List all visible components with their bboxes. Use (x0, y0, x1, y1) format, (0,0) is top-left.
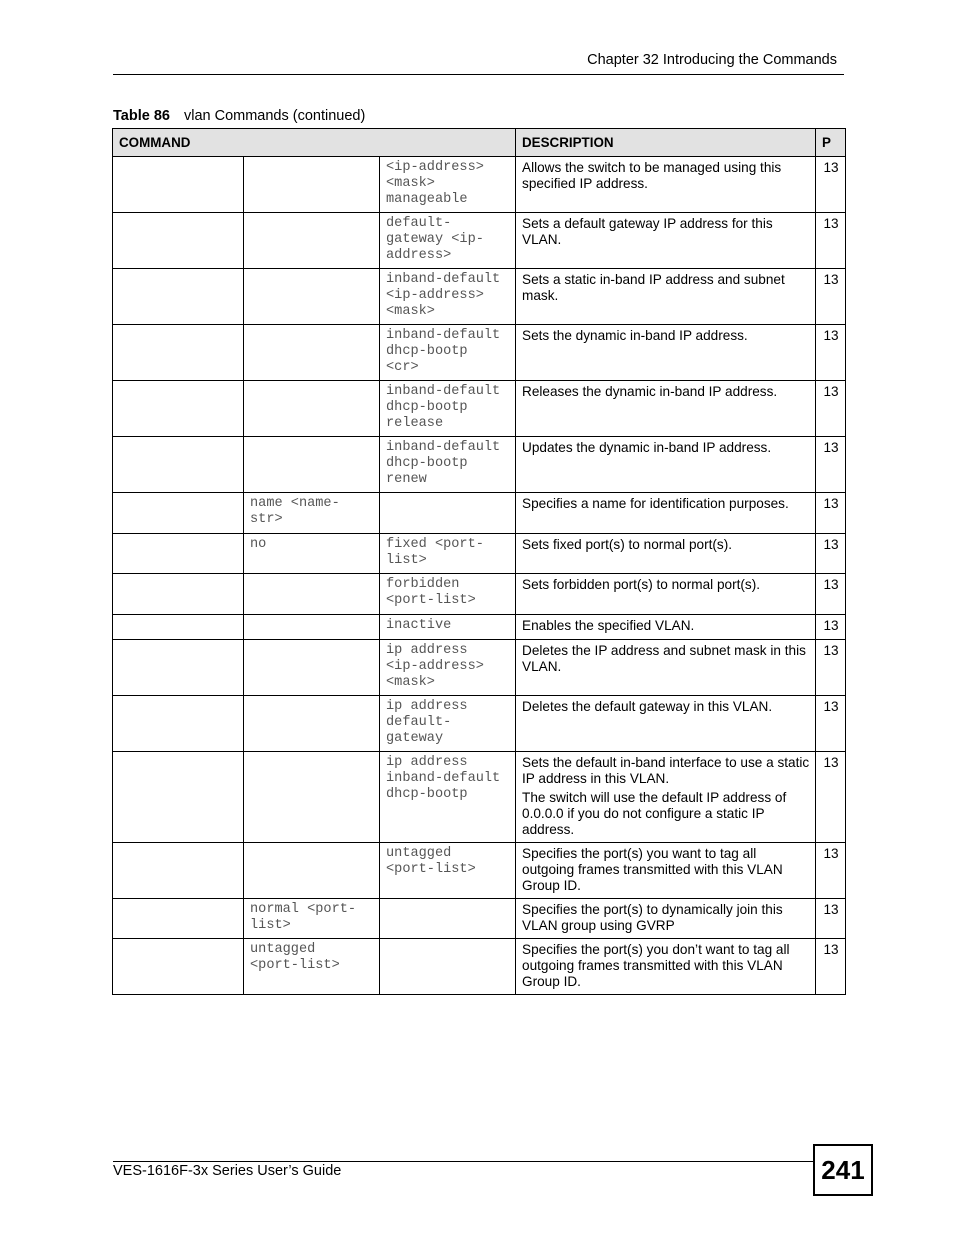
description-paragraph: The switch will use the default IP address of 0.0.0.0 if you do not configure a static IP address. (522, 790, 787, 837)
page-cell: 13 (816, 899, 846, 939)
command-cell-c3 (380, 939, 516, 995)
command-cell-c1 (113, 157, 244, 213)
command-cell-c2: no (244, 534, 380, 574)
command-cell-c2 (244, 752, 380, 843)
command-cell-c2 (244, 269, 380, 325)
page-cell: 13 (816, 213, 846, 269)
command-cell-c3: inband-default dhcp-bootp renew (380, 437, 516, 493)
command-cell-c1 (113, 640, 244, 696)
command-cell-c1 (113, 437, 244, 493)
table-row (113, 696, 846, 752)
table-caption (113, 108, 365, 124)
command-cell-c2: normal <port- list> (244, 899, 380, 939)
command-cell-c3: ip address inband-default dhcp-bootp (380, 752, 516, 843)
description-cell (516, 696, 816, 752)
command-cell-c2 (244, 696, 380, 752)
page-number: 241 (813, 1144, 873, 1196)
description-paragraph: Specifies the port(s) you don’t want to tag all outgoing frames transmitted with this VLAN Group ID. (522, 942, 790, 989)
table-header-row (113, 129, 846, 157)
command-cell-c1 (113, 899, 244, 939)
description-cell (516, 213, 816, 269)
description-paragraph: Sets a default gateway IP address for this VLAN. (522, 216, 773, 247)
table-row (113, 269, 846, 325)
command-cell-c3: fixed <port- list> (380, 534, 516, 574)
description-paragraph: Deletes the default gateway in this VLAN. (522, 699, 773, 714)
table-row (113, 899, 846, 939)
command-cell-c2 (244, 381, 380, 437)
page-cell: 13 (816, 574, 846, 615)
command-cell-c3: default- gateway <ip- address> (380, 213, 516, 269)
command-cell-c2: untagged <port-list> (244, 939, 380, 995)
command-cell-c1 (113, 381, 244, 437)
description-cell (516, 843, 816, 899)
page-cell: 13 (816, 493, 846, 534)
description-paragraph: Sets the dynamic in-band IP address. (522, 328, 748, 343)
command-cell-c1 (113, 574, 244, 615)
description-paragraph: Sets fixed port(s) to normal port(s). (522, 537, 733, 552)
command-cell-c2: name <name- str> (244, 493, 380, 534)
column-header-command: COMMAND (113, 129, 516, 157)
description-paragraph: Specifies a name for identification purposes. (522, 496, 789, 511)
table-row (113, 640, 846, 696)
description-paragraph: Sets a static in-band IP address and subnet mask. (522, 272, 785, 303)
command-cell-c1 (113, 493, 244, 534)
command-cell-c2 (244, 437, 380, 493)
description-cell (516, 939, 816, 995)
command-cell-c3: forbidden <port-list> (380, 574, 516, 615)
table-row (113, 574, 846, 615)
page-cell: 13 (816, 696, 846, 752)
description-paragraph: Updates the dynamic in-band IP address. (522, 440, 772, 455)
command-cell-c3: inactive (380, 615, 516, 640)
table-row (113, 752, 846, 843)
description-cell (516, 157, 816, 213)
command-cell-c3: inband-default dhcp-bootp release (380, 381, 516, 437)
command-cell-c1 (113, 752, 244, 843)
command-cell-c3: <ip-address> <mask> manageable (380, 157, 516, 213)
header-divider (113, 74, 844, 75)
page-cell: 13 (816, 615, 846, 640)
page-cell: 13 (816, 640, 846, 696)
description-cell (516, 615, 816, 640)
table-caption-label: Table 86 (113, 108, 170, 124)
guide-title: VES-1616F-3x Series User’s Guide (113, 1163, 342, 1179)
description-cell (516, 574, 816, 615)
description-cell (516, 534, 816, 574)
command-cell-c2 (244, 157, 380, 213)
vlan-commands-table (112, 128, 846, 995)
command-cell-c3: ip address <ip-address> <mask> (380, 640, 516, 696)
description-cell (516, 493, 816, 534)
table-row (113, 534, 846, 574)
command-cell-c3 (380, 493, 516, 534)
command-cell-c1 (113, 213, 244, 269)
description-paragraph: Sets the default in-band interface to use a static IP address in this VLAN. (522, 755, 810, 786)
description-cell (516, 437, 816, 493)
command-cell-c1 (113, 843, 244, 899)
table-row (113, 615, 846, 640)
column-header-description: DESCRIPTION (516, 129, 816, 157)
description-cell (516, 381, 816, 437)
table-row (113, 843, 846, 899)
command-cell-c2 (244, 213, 380, 269)
command-cell-c3: untagged <port-list> (380, 843, 516, 899)
page-cell: 13 (816, 325, 846, 381)
table-row (113, 213, 846, 269)
table-row (113, 437, 846, 493)
table-row (113, 493, 846, 534)
page-cell: 13 (816, 381, 846, 437)
command-cell-c2 (244, 615, 380, 640)
description-paragraph: Enables the specified VLAN. (522, 618, 695, 633)
description-paragraph: Allows the switch to be managed using this specified IP address. (522, 160, 782, 191)
chapter-title: Chapter 32 Introducing the Commands (587, 52, 837, 68)
table-row (113, 325, 846, 381)
table-caption-text: vlan Commands (continued) (183, 108, 366, 124)
command-cell-c1 (113, 534, 244, 574)
footer-divider (113, 1161, 813, 1162)
description-paragraph: Specifies the port(s) you want to tag all outgoing frames transmitted with this VLAN Group ID. (522, 846, 783, 893)
description-paragraph: Sets forbidden port(s) to normal port(s). (522, 577, 760, 592)
command-cell-c3: inband-default <ip-address> <mask> (380, 269, 516, 325)
description-cell (516, 325, 816, 381)
command-cell-c3: ip address default- gateway (380, 696, 516, 752)
command-cell-c1 (113, 269, 244, 325)
page-cell: 13 (816, 752, 846, 843)
column-header-page: P (816, 129, 846, 157)
description-cell (516, 269, 816, 325)
description-paragraph: Releases the dynamic in-band IP address. (522, 384, 778, 399)
command-cell-c3: inband-default dhcp-bootp <cr> (380, 325, 516, 381)
page-cell: 13 (816, 534, 846, 574)
command-cell-c3 (380, 899, 516, 939)
page-cell: 13 (816, 269, 846, 325)
command-cell-c2 (244, 574, 380, 615)
description-paragraph: Specifies the port(s) to dynamically join this VLAN group using GVRP (522, 902, 783, 933)
command-cell-c1 (113, 615, 244, 640)
page-cell: 13 (816, 157, 846, 213)
page-cell: 13 (816, 843, 846, 899)
description-cell (516, 640, 816, 696)
command-cell-c2 (244, 325, 380, 381)
table-row (113, 939, 846, 995)
page-cell: 13 (816, 939, 846, 995)
description-paragraph: Deletes the IP address and subnet mask in this VLAN. (522, 643, 806, 674)
command-cell-c2 (244, 640, 380, 696)
table-row (113, 157, 846, 213)
command-cell-c1 (113, 325, 244, 381)
description-cell (516, 899, 816, 939)
command-cell-c2 (244, 843, 380, 899)
table-row (113, 381, 846, 437)
command-cell-c1 (113, 696, 244, 752)
command-cell-c1 (113, 939, 244, 995)
description-cell (516, 752, 816, 843)
page-cell: 13 (816, 437, 846, 493)
